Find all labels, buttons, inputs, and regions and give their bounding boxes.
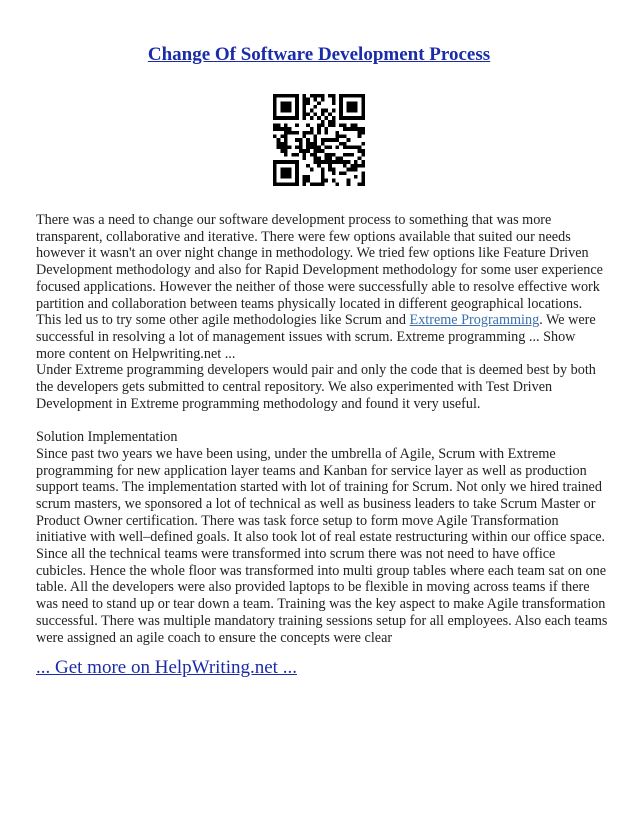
paragraph-text: There was a need to change our software development process to something that was more transparent, collaborative and iterative. There were few options available that suited our needs however it wasn't an over night change in methodology. We tried few options like Feature Driven Development methodology and also for Rapid Development methodology for some user experience focused applications. However the neither of those were successfully able to resolve effective work partition and collaboration between teams physically located in different geographical locations. This led us to try some other agile methodologies like Scrum and (36, 212, 603, 329)
section-heading: Solution Implementation (36, 429, 178, 446)
get-more-link[interactable]: ... Get more on HelpWriting.net ... (36, 657, 297, 678)
page-title[interactable]: Change Of Software Development Process (147, 44, 491, 65)
extreme-programming-link[interactable]: Extreme Programming (409, 312, 540, 329)
paragraph-implementation: Since past two years we have been using, under the umbrella of Agile, Scrum with Extreme programming for new application layer teams and Kanban for service layer as well as production support teams. The implementation started with lot of training for Scrum. Not only we hired trained scrum masters, we sponsored a lot of technical as well as business leaders to take Scrum Master or Product Owner certification. There was task force setup to form move Agile Transformation initiative with well–defined goals. It also took lot of real estate restructuring within our office space. Since all the technical teams were transformed into scrum there was not need to have office cubicles. Hence the whole floor was transformed into multi group tables where each team sat on one table. All the developers were also provided laptops to be flexible in moving across teams if there was need to stand up or tear down a team. Training was the key aspect to make Agile transformation successful. There was multiple mandatory training sessions setup for all employees. Also each teams were assigned an agile coach to ensure the concepts were clear (36, 445, 608, 646)
qr-code-icon (273, 94, 365, 186)
article-body (36, 212, 608, 646)
paragraph-spacer (36, 412, 608, 429)
paragraph-pair-programming: Under Extreme programming developers would pair and only the code that is deemed best by both the developers gets submitted to central repository. We also experimented with Test Driven Development in Extreme programming methodology and found it very useful. (36, 362, 596, 412)
paragraph-intro (36, 212, 608, 362)
paragraph-text: . We were successful in resolving a lot of management issues with scrum. Extreme programming ... Show more content on Helpwriting.net ... (36, 312, 596, 362)
